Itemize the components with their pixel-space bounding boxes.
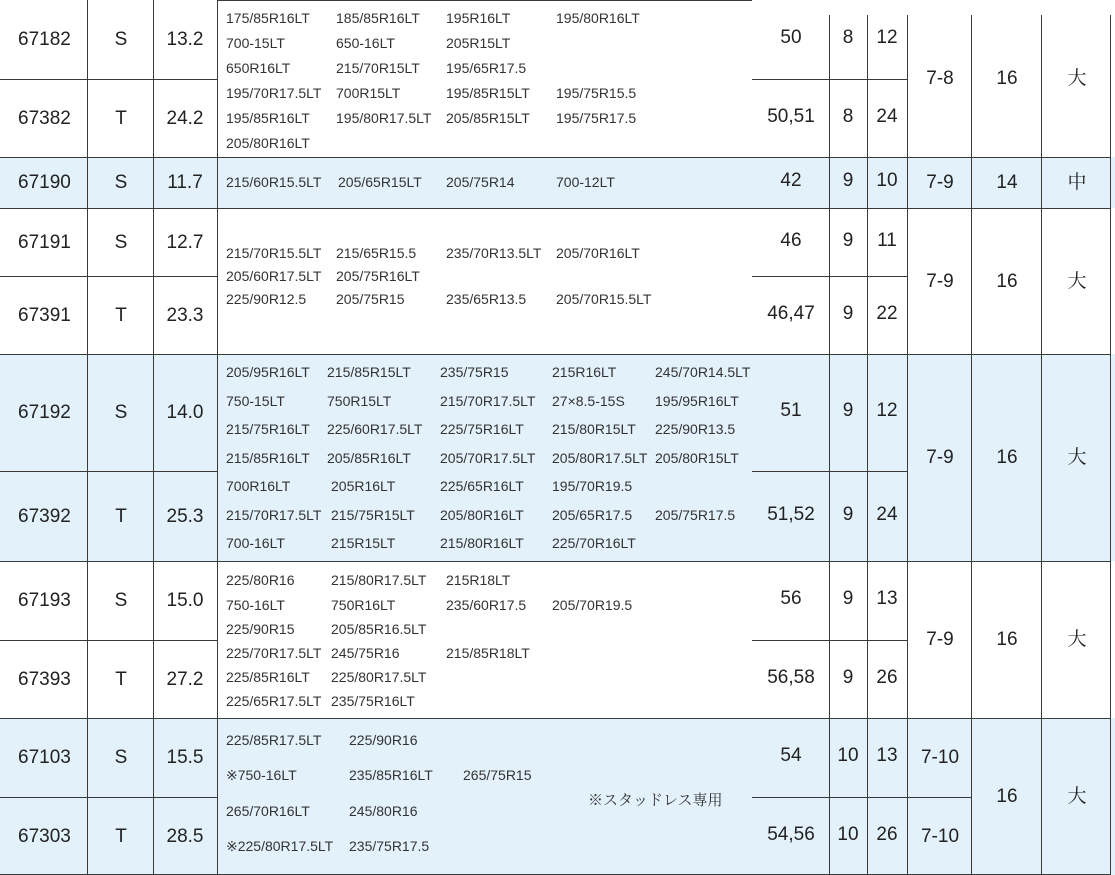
part-number: 67303 bbox=[18, 825, 71, 847]
row-rule bbox=[752, 471, 907, 472]
tire-size: 215/70R15.5LT bbox=[226, 245, 322, 261]
weight-value: 15.5 bbox=[166, 747, 204, 768]
type-code: S bbox=[114, 747, 128, 768]
tire-size: 195/70R17.5LT bbox=[226, 85, 322, 101]
row-rule bbox=[752, 640, 907, 641]
tire-size: 700R16LT bbox=[226, 478, 291, 494]
size-value-a: 51,52 bbox=[767, 503, 815, 525]
tire-size: 215/70R17.5LT bbox=[440, 393, 536, 409]
tire-size: 225/80R17.5LT bbox=[331, 669, 427, 685]
tire-size: 215/85R15LT bbox=[327, 364, 411, 380]
tire-size: 215/60R15.5LT bbox=[226, 174, 322, 190]
size-value-c: 24 bbox=[876, 503, 898, 525]
size-class: 大 bbox=[1067, 786, 1087, 807]
type-code: S bbox=[114, 231, 128, 253]
tire-size: 195/80R16LT bbox=[556, 10, 640, 26]
size-value-a: 51 bbox=[780, 400, 802, 421]
row-rule bbox=[752, 797, 971, 798]
tire-size: 215R18LT bbox=[446, 572, 511, 588]
tire-size: 215/80R16LT bbox=[440, 535, 524, 551]
tire-size: 215/75R15LT bbox=[331, 507, 415, 523]
size-value-a: 56 bbox=[780, 588, 802, 609]
size-value-c: 10 bbox=[876, 170, 898, 191]
column-rule bbox=[867, 15, 868, 875]
part-number: 67192 bbox=[18, 402, 71, 423]
group-number: 16 bbox=[996, 447, 1018, 468]
size-class: 中 bbox=[1067, 172, 1087, 193]
tire-size: 750-16LT bbox=[226, 597, 285, 613]
size-value-b: 9 bbox=[842, 170, 854, 191]
range-value: 7-10 bbox=[920, 825, 960, 847]
tire-size: 245/75R16 bbox=[331, 645, 400, 661]
row-rule bbox=[0, 354, 1110, 355]
tire-size: 205/80R15LT bbox=[655, 450, 739, 466]
size-class: 大 bbox=[1067, 629, 1087, 650]
size-value-c: 11 bbox=[877, 229, 897, 251]
column-rule bbox=[153, 15, 154, 875]
row-rule bbox=[752, 276, 907, 277]
tire-size: 195/85R15LT bbox=[446, 85, 530, 101]
tire-size: 215/65R15.5 bbox=[336, 245, 417, 261]
size-value-c: 26 bbox=[876, 823, 898, 845]
range-value: 7-9 bbox=[926, 447, 954, 468]
tire-size: 205/95R16LT bbox=[226, 364, 310, 380]
range-value: 7-8 bbox=[926, 68, 954, 89]
tire-size: 205/75R14 bbox=[446, 174, 515, 190]
row-rule bbox=[0, 797, 217, 798]
part-number: 67103 bbox=[18, 747, 71, 768]
size-value-c: 24 bbox=[876, 105, 898, 127]
size-value-a: 46,47 bbox=[767, 302, 815, 324]
tire-size: 750-15LT bbox=[226, 393, 285, 409]
tire-size: 205/75R15 bbox=[336, 291, 405, 307]
tire-size: 195/80R17.5LT bbox=[336, 110, 432, 126]
tire-size: 205/80R17.5LT bbox=[552, 450, 648, 466]
tire-size: 195/95R16LT bbox=[655, 393, 739, 409]
tire-size: 235/75R17.5 bbox=[349, 838, 430, 854]
row-rule bbox=[752, 79, 907, 80]
tire-size: 205/85R16.5LT bbox=[331, 621, 427, 637]
weight-value: 23.3 bbox=[166, 304, 204, 326]
tire-size: 215R15LT bbox=[331, 535, 396, 551]
size-value-a: 50 bbox=[780, 27, 802, 48]
tire-size: 215/85R18LT bbox=[446, 645, 530, 661]
weight-value: 11.7 bbox=[167, 172, 203, 193]
size-value-a: 56,58 bbox=[767, 666, 815, 688]
column-rule bbox=[87, 15, 88, 875]
column-rule bbox=[971, 15, 972, 875]
type-code: S bbox=[114, 172, 128, 193]
row-rule bbox=[0, 79, 217, 80]
group-number: 14 bbox=[996, 172, 1018, 193]
size-value-c: 12 bbox=[876, 27, 898, 48]
tire-size: 205/70R19.5 bbox=[552, 597, 633, 613]
part-number: 67393 bbox=[18, 668, 71, 690]
size-value-b: 10 bbox=[837, 745, 859, 766]
tire-size: 700-15LT bbox=[226, 35, 285, 51]
type-code: T bbox=[115, 825, 127, 847]
size-value-b: 9 bbox=[842, 400, 854, 421]
size-value-c: 12 bbox=[876, 400, 898, 421]
tire-size: 265/70R16LT bbox=[226, 803, 310, 819]
range-value: 7-9 bbox=[926, 172, 954, 193]
tire-size: 225/90R16 bbox=[349, 732, 418, 748]
tire-size: 27×8.5-15S bbox=[552, 393, 625, 409]
part-number: 67392 bbox=[18, 505, 71, 527]
size-value-a: 46 bbox=[780, 229, 802, 251]
part-number: 67391 bbox=[18, 304, 71, 326]
column-rule bbox=[217, 15, 218, 875]
tire-size: 225/90R15 bbox=[226, 621, 295, 637]
tire-size: 225/70R17.5LT bbox=[226, 645, 322, 661]
tire-size: 195/65R17.5 bbox=[446, 60, 527, 76]
row-rule bbox=[0, 157, 1110, 158]
tire-size: 225/85R17.5LT bbox=[226, 732, 322, 748]
type-code: S bbox=[114, 29, 128, 50]
tire-size: 195/75R15.5 bbox=[556, 85, 637, 101]
size-value-a: 54,56 bbox=[767, 823, 815, 845]
type-code: T bbox=[115, 107, 127, 129]
tire-size: 750R15LT bbox=[327, 393, 392, 409]
type-code: T bbox=[115, 668, 127, 690]
row-rule bbox=[0, 208, 1110, 209]
tire-size: 205/80R16LT bbox=[440, 507, 524, 523]
weight-value: 24.2 bbox=[166, 107, 204, 129]
tire-size: 215R16LT bbox=[552, 364, 617, 380]
size-value-b: 9 bbox=[842, 666, 854, 688]
weight-value: 12.7 bbox=[166, 231, 204, 253]
tire-size: 700-16LT bbox=[226, 535, 285, 551]
tire-size: 215/70R17.5LT bbox=[226, 507, 322, 523]
row-rule bbox=[217, 0, 752, 1]
size-value-b: 8 bbox=[842, 105, 854, 127]
tire-size: 225/70R16LT bbox=[552, 535, 636, 551]
range-value: 7-9 bbox=[926, 629, 954, 650]
row-rule bbox=[0, 718, 1110, 719]
tire-size: 205R16LT bbox=[331, 478, 396, 494]
part-number: 67382 bbox=[18, 107, 71, 129]
type-code: T bbox=[115, 505, 127, 527]
size-value-b: 10 bbox=[837, 823, 859, 845]
tire-size: 225/65R17.5LT bbox=[226, 693, 322, 709]
tire-size: 205/85R15LT bbox=[446, 110, 530, 126]
column-rule bbox=[1110, 15, 1111, 875]
tire-size: ※750-16LT bbox=[226, 767, 297, 783]
size-value-b: 9 bbox=[842, 302, 854, 324]
column-rule bbox=[217, 0, 218, 15]
range-value: 7-9 bbox=[926, 270, 954, 292]
range-value: 7-10 bbox=[920, 747, 960, 768]
tire-size: 650-16LT bbox=[336, 35, 395, 51]
tire-size: 195/75R17.5 bbox=[556, 110, 637, 126]
tire-size: 235/85R16LT bbox=[349, 767, 433, 783]
tire-size: 235/60R17.5 bbox=[446, 597, 527, 613]
tire-size: 205/70R17.5LT bbox=[440, 450, 536, 466]
part-number: 67191 bbox=[18, 231, 71, 253]
tire-size: 265/75R15 bbox=[463, 767, 532, 783]
column-rule bbox=[153, 0, 154, 15]
tire-size: 225/65R16LT bbox=[440, 478, 524, 494]
part-number: 67190 bbox=[18, 172, 71, 193]
tire-size: 185/85R16LT bbox=[336, 10, 420, 26]
tire-size: 205R15LT bbox=[446, 35, 511, 51]
tire-size: 650R16LT bbox=[226, 60, 291, 76]
tire-size: 205/85R16LT bbox=[327, 450, 411, 466]
row-rule bbox=[0, 640, 217, 641]
weight-value: 13.2 bbox=[166, 29, 204, 50]
size-value-b: 9 bbox=[842, 503, 854, 525]
tire-size: 205/60R17.5LT bbox=[226, 268, 322, 284]
weight-value: 27.2 bbox=[166, 668, 204, 690]
size-value-a: 50,51 bbox=[767, 105, 815, 127]
tire-size: 215/80R15LT bbox=[552, 421, 636, 437]
tire-size: 195/85R16LT bbox=[226, 110, 310, 126]
column-rule bbox=[829, 15, 830, 875]
tire-size: 225/75R16LT bbox=[440, 421, 524, 437]
group-number: 16 bbox=[996, 270, 1018, 292]
size-value-b: 8 bbox=[842, 27, 854, 48]
tire-size: 215/80R17.5LT bbox=[331, 572, 427, 588]
group-number: 16 bbox=[996, 786, 1018, 807]
size-class: 大 bbox=[1067, 447, 1087, 468]
tire-size: 205/75R17.5 bbox=[655, 507, 736, 523]
weight-value: 14.0 bbox=[166, 402, 204, 423]
size-class: 大 bbox=[1067, 270, 1087, 292]
tire-size: 235/65R13.5 bbox=[446, 291, 527, 307]
column-rule bbox=[87, 0, 88, 15]
size-value-c: 26 bbox=[876, 666, 898, 688]
studless-note: ※スタッドレス専用 bbox=[588, 792, 723, 809]
tire-size: 205/70R16LT bbox=[556, 245, 640, 261]
part-number: 67193 bbox=[18, 590, 71, 611]
type-code: S bbox=[114, 590, 128, 611]
tire-size: 700-12LT bbox=[556, 174, 615, 190]
column-rule bbox=[1041, 15, 1042, 875]
tire-size: 225/90R12.5 bbox=[226, 291, 307, 307]
tire-size: 225/80R16 bbox=[226, 572, 295, 588]
type-code: S bbox=[114, 402, 128, 423]
type-code: T bbox=[115, 304, 127, 326]
tire-size: 195/70R19.5 bbox=[552, 478, 633, 494]
size-value-c: 22 bbox=[876, 302, 898, 324]
tire-size: 205/80R16LT bbox=[226, 135, 310, 151]
tire-size: 235/75R15 bbox=[440, 364, 509, 380]
tire-size: 205/65R15LT bbox=[338, 174, 422, 190]
weight-value: 15.0 bbox=[166, 590, 204, 611]
tire-size: 235/75R16LT bbox=[331, 693, 415, 709]
tire-size: 205/70R15.5LT bbox=[556, 291, 652, 307]
weight-value: 28.5 bbox=[166, 825, 204, 847]
tire-size: 215/70R15LT bbox=[336, 60, 420, 76]
size-value-a: 42 bbox=[780, 170, 802, 191]
size-value-b: 9 bbox=[842, 229, 854, 251]
tire-size: 245/70R14.5LT bbox=[655, 364, 751, 380]
size-class: 大 bbox=[1067, 68, 1087, 89]
row-rule bbox=[0, 561, 1110, 562]
part-number: 67182 bbox=[18, 29, 71, 50]
size-value-a: 54 bbox=[780, 745, 802, 766]
row-rule bbox=[0, 276, 217, 277]
tire-size: 205/75R16LT bbox=[336, 268, 420, 284]
tire-size: 205/65R17.5 bbox=[552, 507, 633, 523]
tire-size: 195R16LT bbox=[446, 10, 511, 26]
tire-size: 225/90R13.5 bbox=[655, 421, 736, 437]
size-value-c: 13 bbox=[876, 745, 898, 766]
group-number: 16 bbox=[996, 629, 1018, 650]
size-value-b: 9 bbox=[842, 588, 854, 609]
tire-size: 225/85R16LT bbox=[226, 669, 310, 685]
column-rule bbox=[907, 15, 908, 875]
tire-size: 235/70R13.5LT bbox=[446, 245, 542, 261]
tire-size: 225/60R17.5LT bbox=[327, 421, 423, 437]
tire-size: 700R15LT bbox=[336, 85, 401, 101]
tire-size: ※225/80R17.5LT bbox=[226, 838, 334, 854]
size-value-c: 13 bbox=[876, 588, 898, 609]
tire-size: 215/75R16LT bbox=[226, 421, 310, 437]
tire-size: 245/80R16 bbox=[349, 803, 418, 819]
tire-size: 750R16LT bbox=[331, 597, 396, 613]
group-number: 16 bbox=[996, 68, 1018, 89]
weight-value: 25.3 bbox=[166, 505, 204, 527]
row-rule bbox=[0, 471, 217, 472]
tire-size: 215/85R16LT bbox=[226, 450, 310, 466]
tire-size: 175/85R16LT bbox=[226, 10, 310, 26]
